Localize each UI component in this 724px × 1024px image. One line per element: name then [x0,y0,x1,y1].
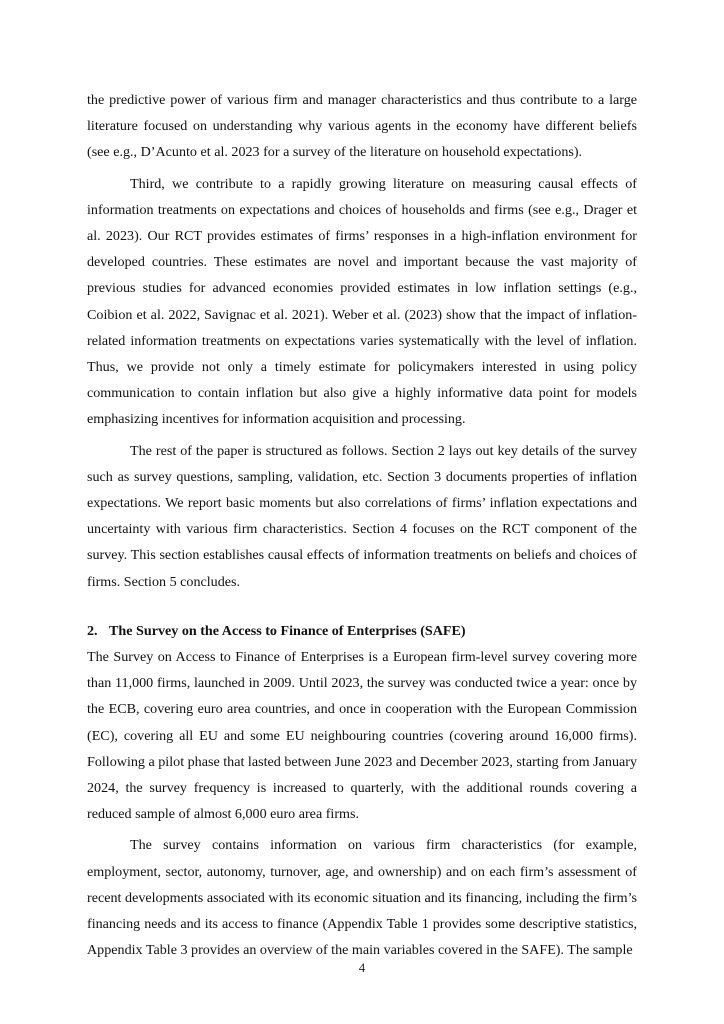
paragraph-paper-structure: The rest of the paper is structured as follows. Section 2 lays out key details of the survey such as survey questions, sampling, validation, etc. Section 3 documents properties of inflation expectations. We report basic moments but also correlations of firms’ inflation expectations and uncertainty with various firm characteristics. Section 4 focuses on the RCT component of the survey. This section establishes causal effects of information treatments on beliefs and choices of firms. Section 5 concludes. [87,442,637,590]
paragraph-safe-description: The Survey on Access to Finance of Enterprises is a European firm-level survey covering more than 11,000 firms, launched in 2009. Until 2023, the survey was conducted twice a year: once by the ECB, covering euro area countries, and once in cooperation with the European Commission (EC), covering all EU and some EU neighbouring countries (covering around 16,000 firms). Following a pilot phase that lasted between June 2023 and December 2023, starting from January 2024, the survey frequency is increased to quarterly, with the additional rounds covering a reduced sample of almost 6,000 euro area firms. [87,649,637,823]
paragraph-survey-contents: The survey contains information on various firm characteristics (for example, employment, sector, autonomy, turnover, age, and ownership) and on each firm’s assessment of recent developments associated with its economic situation and its financing, including the firm’s financing needs and its access to finance (Appendix Table 1 provides some descriptive statistics, Appendix Table 3 provides an overview of the main variables covered in the SAFE). The sample [87,837,637,959]
paragraph-predictive-power: the predictive power of various firm and manager characteristics and thus contribute to a large literature focused on understanding why various agents in the economy have different beliefs (see e.g., D’Acunto et al. 2023 for a survey of the literature on household expectations). [87,92,637,161]
section-heading [87,618,637,644]
page-number: 4 [358,960,366,975]
document-page [87,87,637,964]
section-number: 2. [87,622,98,639]
section-spacer [87,595,637,618]
paragraph-third-contribution: Third, we contribute to a rapidly growing literature on measuring causal effects of information treatments on expectations and choices of households and firms (see e.g., Drager et al. 2023). Our RCT provides estimates of firms’ responses in a high-inflation environment for developed countries. These estimates are novel and important because the vast majority of previous studies for advanced economies provided estimates in low inflation settings (e.g., Coibion et al. 2022, Savignac et al. 2021). Weber et al. (2023) show that the impact of inflation-related information treatments on expectations varies systematically with the level of inflation. Thus, we provide not only a timely estimate for policymakers interested in using policy communication to contain inflation but also give a highly informative data point for models emphasizing incentives for information acquisition and processing. [87,175,637,428]
section-title: The Survey on the Access to Finance of Enterprises (SAFE) [109,622,466,639]
